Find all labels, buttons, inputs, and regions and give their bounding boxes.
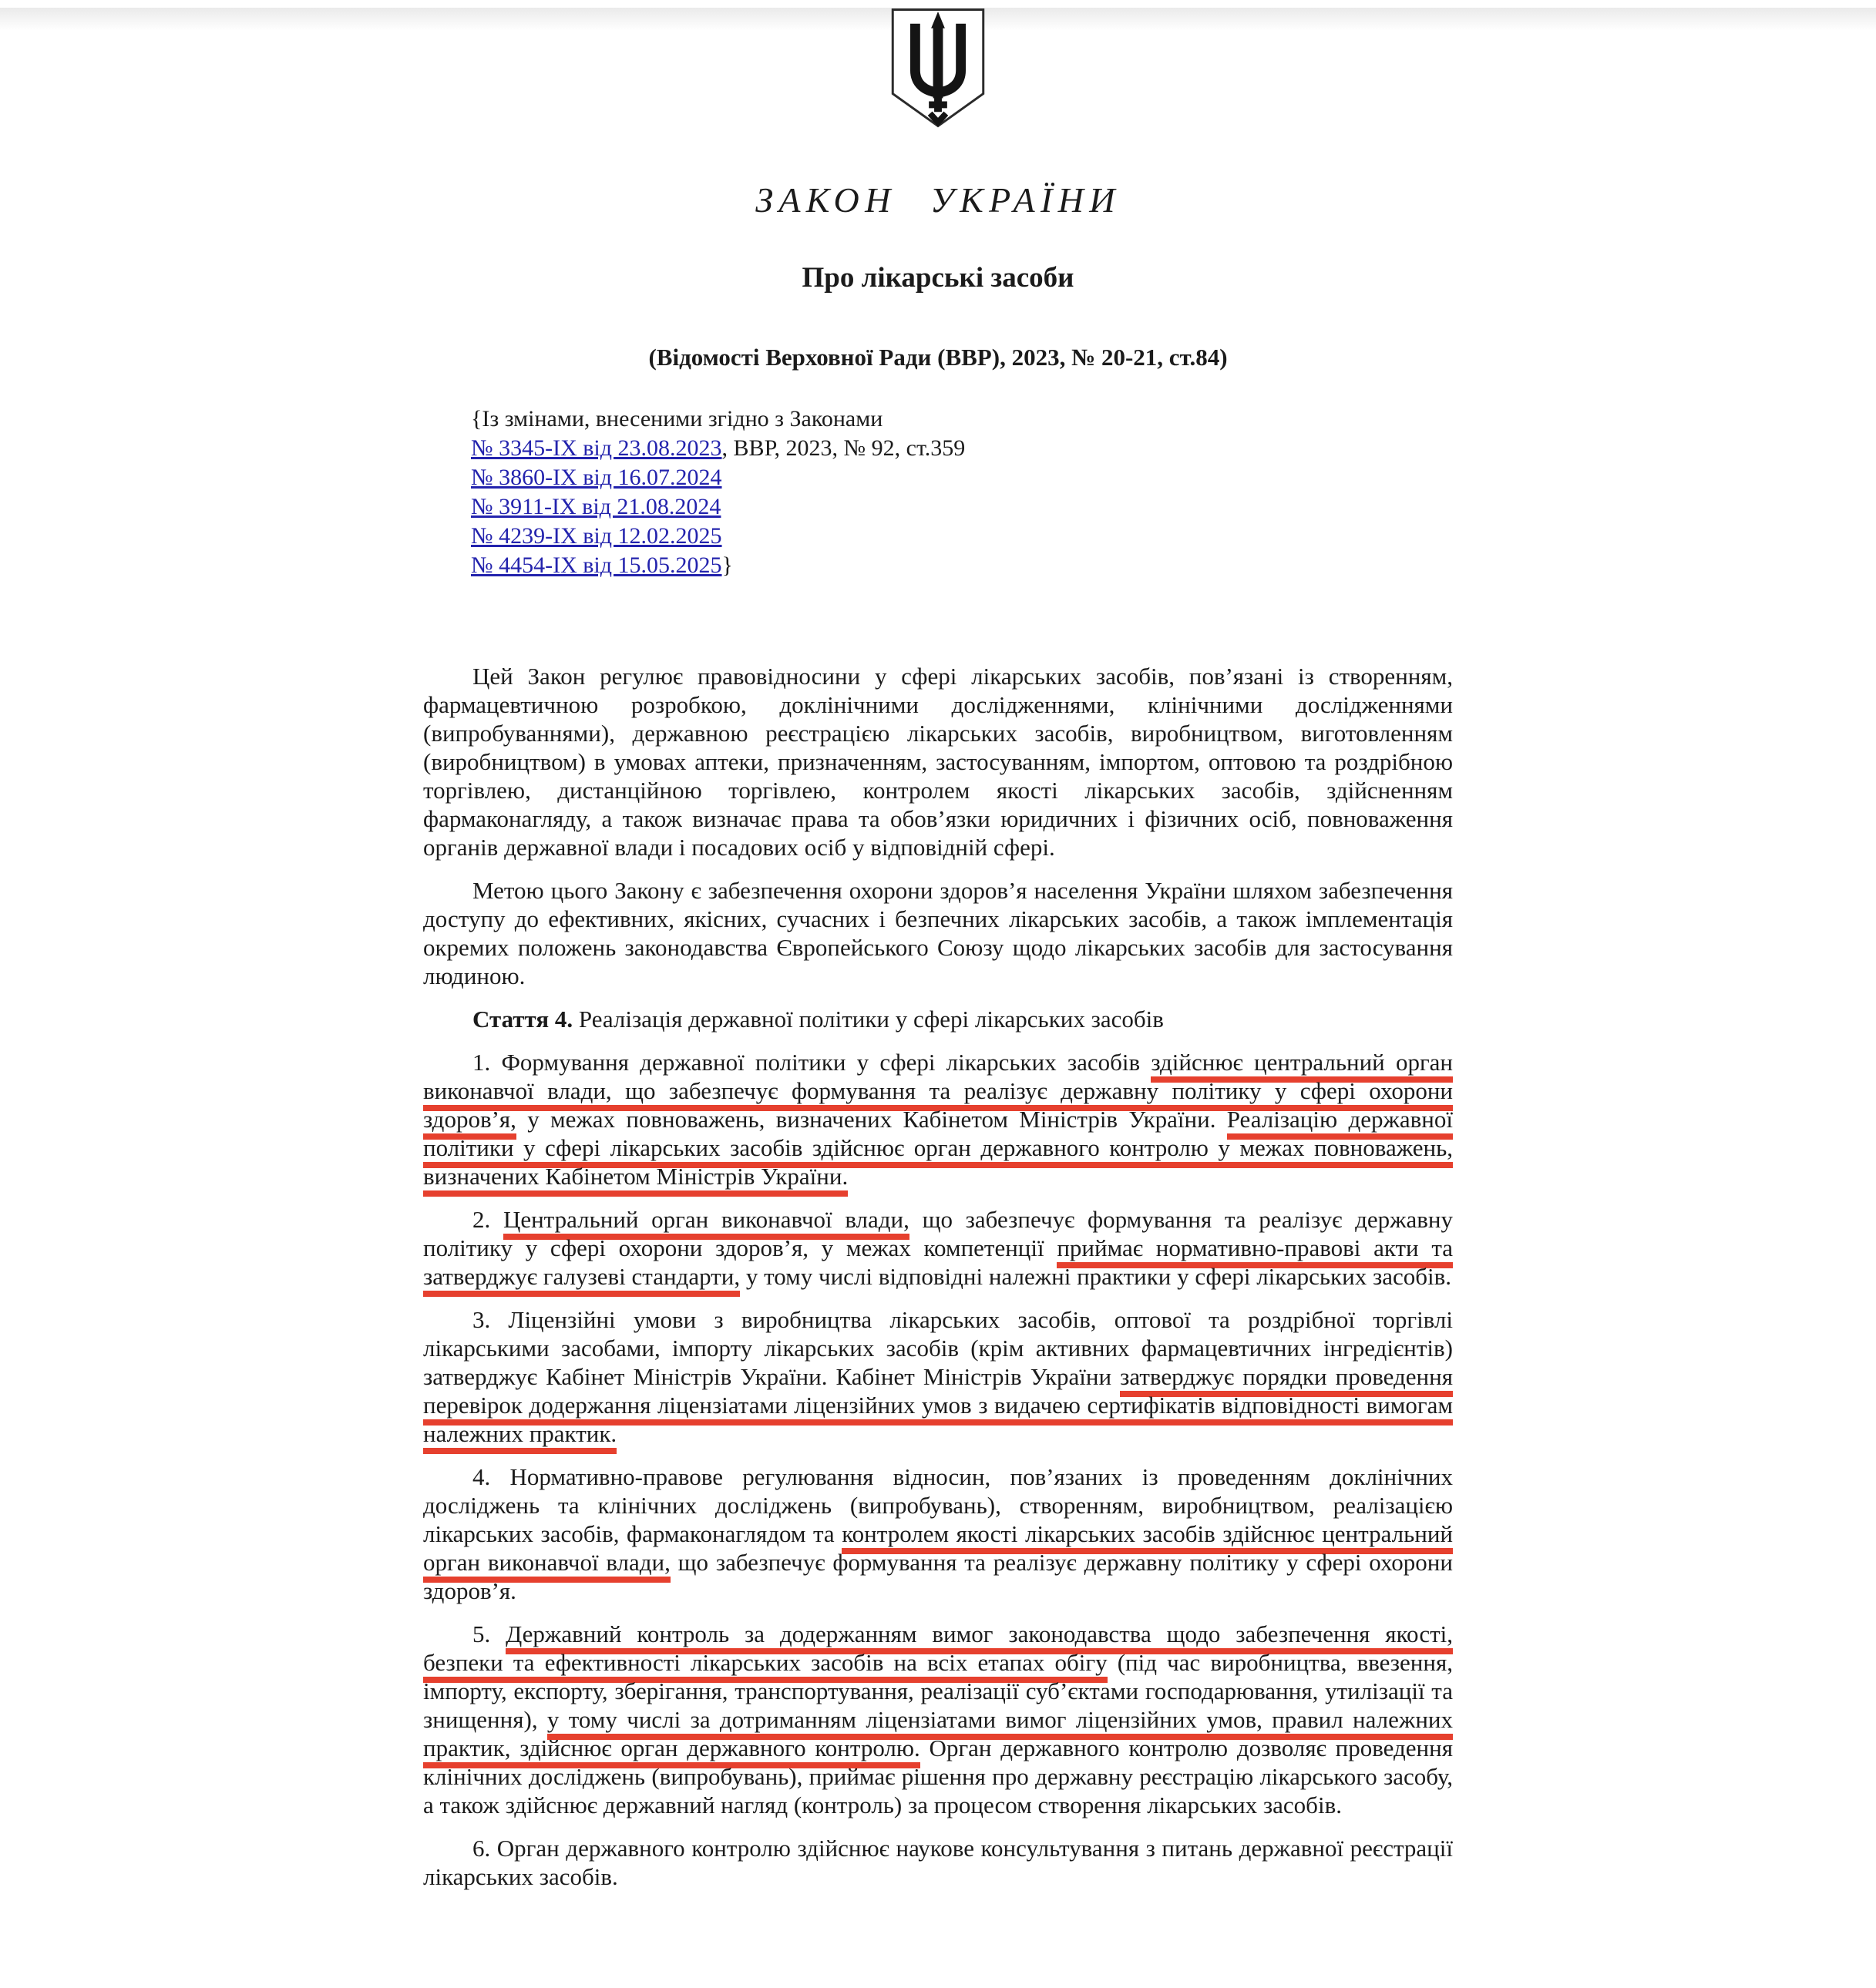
- red-underlined-text: затверджує порядки проведення перевірок додержання ліцензіатами ліцензійних умов з видачею сертифікатів відповідності вимогам належних практик.: [423, 1363, 1453, 1454]
- document-header: [423, 8, 1453, 372]
- text-run: що забезпечує формування та реалізує державну політику у сфері охорони здоров’я.: [423, 1549, 1453, 1604]
- red-underlined-text: приймає нормативно-правові акти та затверджує галузеві стандарти,: [423, 1234, 1453, 1297]
- amendment-line: [471, 492, 1453, 522]
- amendment-line: [471, 434, 1453, 463]
- text-run: 4. Нормативно-правове регулювання відносин, пов’язаних із проведенням доклінічних досліджень та клінічних досліджень (випробувань), створенням, виробництвом, реалізацією лікарських засобів, фармаконаглядом та: [423, 1463, 1453, 1547]
- text-run: 1. Формування державної політики у сфері лікарських засобів: [472, 1049, 1151, 1076]
- amendments-intro: {Із змінами, внесеними згідно з Законами: [471, 406, 883, 432]
- text-run: (під час виробництва, ввезення, імпорту, експорту, зберігання, транспортування, реалізації суб’єктами господарювання, утилізації та знищення),: [423, 1649, 1453, 1733]
- text-run: що забезпечує формування та реалізує державну політику у сфері охорони здоров’я, у межах компетенції: [423, 1206, 1454, 1261]
- intro-paragraph-2: [423, 876, 1453, 990]
- red-underlined-text: у тому числі за дотриманням ліцензіатами вимог ліцензійних умов, правил належних практик, здійснює орган державного контролю.: [423, 1706, 1453, 1768]
- red-underlined-text: Центральний орган виконавчої влади,: [503, 1206, 909, 1240]
- amendment-suffix: , ВВР, 2023, № 92, ст.359: [721, 435, 966, 461]
- article-4-heading: [423, 1005, 1453, 1033]
- amendment-link[interactable]: № 4454-IX від 15.05.2025: [471, 552, 722, 578]
- red-underlined-text: контролем якості лікарських засобів здійснює центральний орган виконавчої влади,: [423, 1520, 1453, 1583]
- text-run: 6. Орган державного контролю здійснює наукове консультування з питань державної реєстрації лікарських засобів.: [423, 1835, 1453, 1890]
- text-run: у тому числі відповідні належні практики у сфері лікарських засобів.: [740, 1263, 1451, 1290]
- document-page: [423, 8, 1453, 1891]
- article-4-part-5: [423, 1620, 1453, 1819]
- amendment-link[interactable]: № 4239-IX від 12.02.2025: [471, 523, 722, 549]
- text-run: 3. Ліцензійні умови з виробництва лікарських засобів, оптової та роздрібної торгівлі лікарськими засобами, імпорту лікарських засобів (крім активних фармацевтичних інгредієнтів) затверджує Кабінет Міністрів України. Кабінет Міністрів України: [423, 1306, 1453, 1390]
- amendment-link[interactable]: № 3345-IX від 23.08.2023: [471, 435, 722, 461]
- article-4-part-6: [423, 1834, 1453, 1891]
- amendment-links-list: [471, 434, 1453, 580]
- gazette-reference: (Відомості Верховної Ради (ВВР), 2023, № 20-21, ст.84): [648, 344, 1228, 371]
- page-title: ЗАКОН УКРАЇНИ: [755, 180, 1121, 220]
- text-run: Метою цього Закону є забезпечення охорони здоров’я населення України шляхом забезпечення доступу до ефективних, якісних, сучасних і безпечних лікарських засобів, а також імплементація окремих положень законодавства Європейського Союзу щодо лікарських засобів для застосування людиною.: [423, 877, 1453, 989]
- text-run: Реалізація державної політики у сфері лікарських засобів: [573, 1006, 1164, 1033]
- law-body: [423, 662, 1453, 1891]
- text-run: у межах повноважень, визначених Кабінетом Міністрів України.: [516, 1106, 1227, 1133]
- amendment-line: [471, 463, 1453, 492]
- text-run: Орган державного контролю дозволяє проведення клінічних досліджень (випробувань), приймає рішення про державну реєстрацію лікарського засобу, а також здійснює державний нагляд (контроль) за процесом створення лікарських засобів.: [423, 1734, 1453, 1818]
- amendment-line: [471, 522, 1453, 551]
- amendment-link[interactable]: № 3911-IX від 21.08.2024: [471, 494, 721, 519]
- text-run: 5.: [472, 1620, 506, 1647]
- amendment-line: [471, 551, 1453, 580]
- law-subtitle: Про лікарські засоби: [802, 262, 1074, 294]
- red-underlined-text: Реалізацію державної політики у сфері лікарських засобів здійснює орган державного контролю у межах повноважень, визначених Кабінетом Міністрів України.: [423, 1106, 1453, 1197]
- article-4-part-1: [423, 1048, 1453, 1190]
- text-run: 2.: [472, 1206, 503, 1233]
- intro-paragraph-1: [423, 662, 1453, 861]
- amendment-link[interactable]: № 3860-IX від 16.07.2024: [471, 465, 722, 490]
- article-4-part-3: [423, 1305, 1453, 1448]
- amendments-block: [471, 405, 1453, 580]
- article-4-part-2: [423, 1205, 1453, 1291]
- text-run: Цей Закон регулює правовідносини у сфері лікарських засобів, пов’язані із створенням, фармацевтичною розробкою, доклінічними дослідженнями, клінічними дослідженнями (випробуваннями), державною реєстрацією лікарських засобів, виробництвом, виготовленням (виробництвом) в умовах аптеки, призначенням, застосуванням, імпортом, оптовою та роздрібною торгівлею, дистанційною торгівлею, контролем якості лікарських засобів, здійсненням фармаконагляду, а також визначає права та обов’язки юридичних і фізичних осіб, повноваження органів державної влади і посадових осіб у відповідній сфері.: [423, 663, 1453, 861]
- red-underlined-text: здійснює центральний орган виконавчої влади, що забезпечує формування та реалізує державну політику у сфері охорони здоров’я,: [423, 1049, 1453, 1140]
- bold-text-run: Стаття 4.: [472, 1006, 573, 1033]
- ukraine-trident-emblem-icon: [890, 8, 986, 129]
- amendment-suffix: }: [721, 552, 733, 578]
- article-4-part-4: [423, 1462, 1453, 1605]
- red-underlined-text: Державний контроль за додержанням вимог законодавства щодо забезпечення якості, безпеки та ефективності лікарських засобів на всіх етапах обігу: [423, 1620, 1453, 1683]
